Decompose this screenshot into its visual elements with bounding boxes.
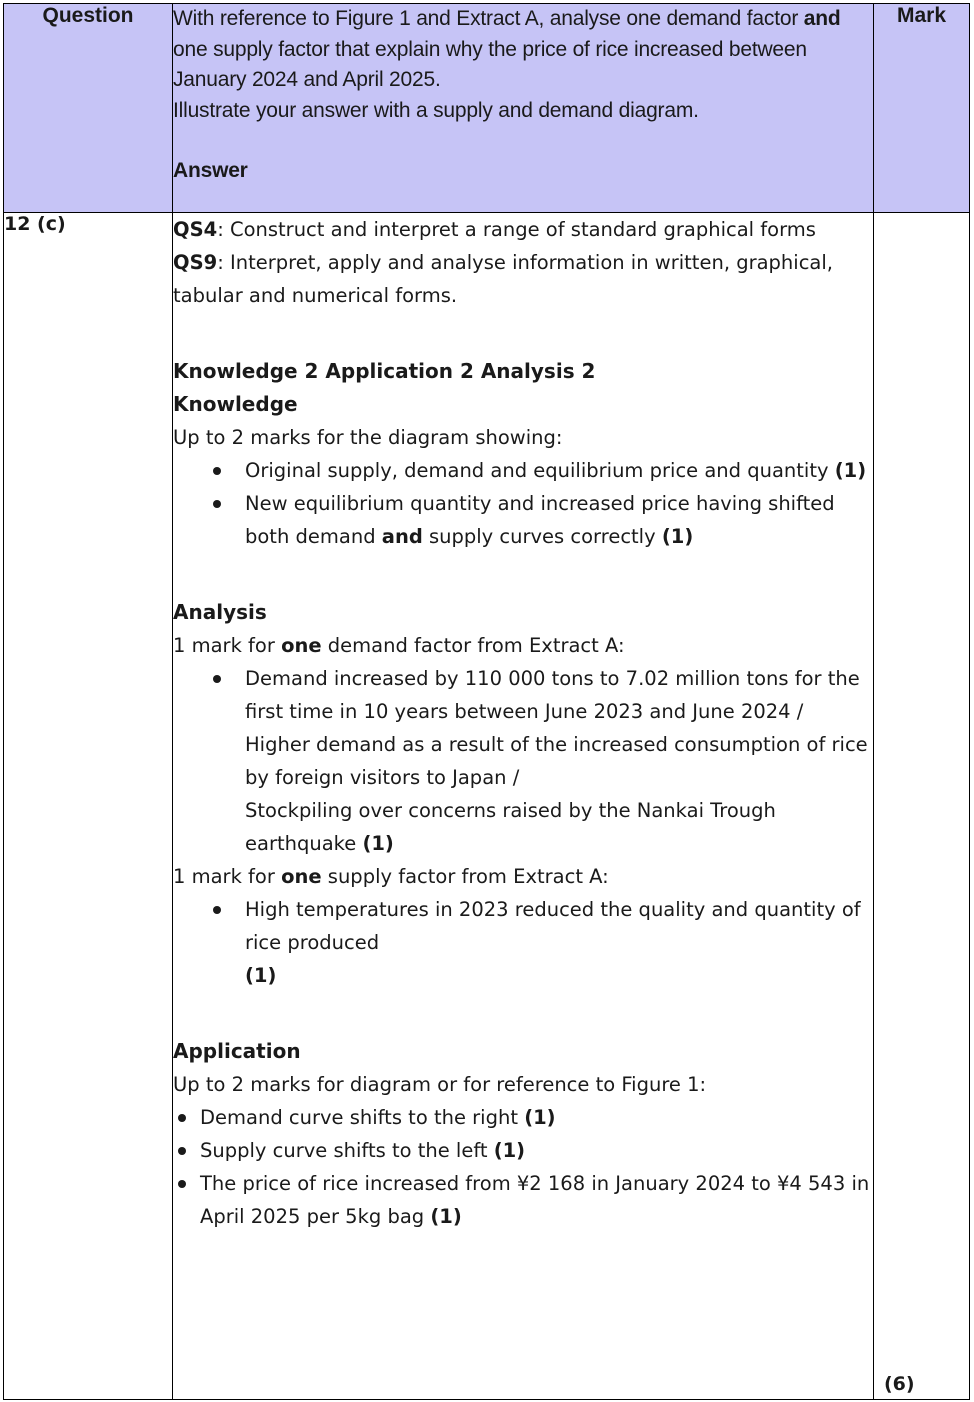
application-intro: Up to 2 marks for diagram or for reference to Figure 1: bbox=[173, 1073, 707, 1096]
answer-label: Answer bbox=[173, 159, 248, 182]
demand-intro: 1 mark for one demand factor from Extract A: bbox=[173, 634, 625, 657]
list-item: Original supply, demand and equilibrium price and quantity (1) bbox=[213, 454, 873, 487]
mark-scheme-table bbox=[3, 3, 970, 1400]
supply-intro: 1 mark for one supply factor from Extract A: bbox=[173, 865, 609, 888]
list-item: The price of rice increased from ¥2 168 in January 2024 to ¥4 543 in April 2025 per 5kg bag (1) bbox=[173, 1167, 873, 1233]
qs4-criterion: QS4: Construct and interpret a range of standard graphical forms bbox=[173, 218, 816, 241]
question-number: 12 (c) bbox=[4, 213, 173, 1400]
answer-content bbox=[173, 213, 874, 1400]
list-item: Demand increased by 110 000 tons to 7.02 million tons for the first time in 10 years between June 2023 and June 2024 / Higher demand as a result of the increased consumption of rice by foreign visitors to Japan / Stockpiling over concerns raised by the Nankai Trough earthquake (1) bbox=[213, 662, 873, 860]
application-list bbox=[173, 1101, 873, 1233]
supply-list bbox=[173, 893, 873, 992]
knowledge-heading: Knowledge bbox=[173, 392, 298, 416]
prompt-text: With reference to Figure 1 and Extract A, analyse one demand factor and one supply factor that explain why the price of rice increased between January 2024 and April 2025. bbox=[173, 7, 841, 91]
list-item: Supply curve shifts to the left (1) bbox=[173, 1134, 873, 1167]
list-item: New equilibrium quantity and increased price having shifted both demand and supply curves correctly (1) bbox=[213, 487, 873, 553]
application-heading: Application bbox=[173, 1039, 301, 1063]
question-header: Question bbox=[4, 4, 173, 213]
qs9-criterion: QS9: Interpret, apply and analyse information in written, graphical, tabular and numerical forms. bbox=[173, 251, 833, 307]
demand-list bbox=[173, 662, 873, 860]
header-row bbox=[4, 4, 970, 213]
list-item: High temperatures in 2023 reduced the quality and quantity of rice produced (1) bbox=[213, 893, 873, 992]
mark-total: (6) bbox=[884, 1373, 915, 1395]
mark-header: Mark bbox=[874, 4, 970, 213]
prompt-instruction: Illustrate your answer with a supply and demand diagram. bbox=[173, 98, 699, 122]
question-prompt bbox=[173, 4, 874, 213]
list-item: Demand curve shifts to the right (1) bbox=[173, 1101, 873, 1134]
knowledge-intro: Up to 2 marks for the diagram showing: bbox=[173, 426, 563, 449]
analysis-heading: Analysis bbox=[173, 600, 267, 624]
knowledge-list bbox=[173, 454, 873, 553]
answer-row bbox=[4, 213, 970, 1400]
ao-summary: Knowledge 2 Application 2 Analysis 2 bbox=[173, 359, 596, 383]
mark-cell bbox=[874, 213, 970, 1400]
